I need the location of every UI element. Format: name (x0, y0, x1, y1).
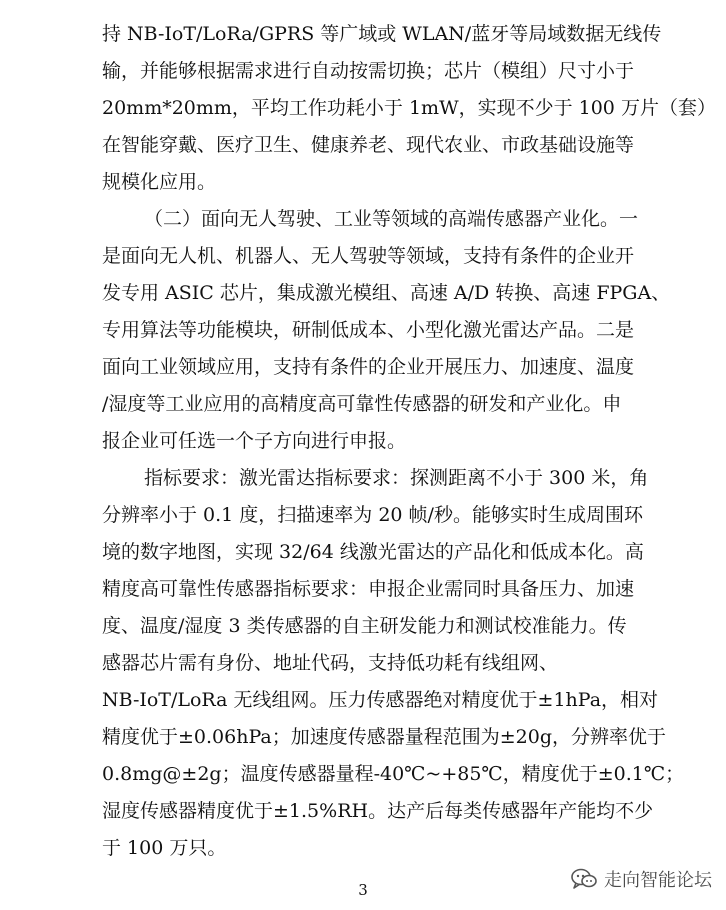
body-text-line: 于 100 万只。 (102, 837, 227, 859)
body-text-line: NB-IoT/LoRa 无线组网。压力传感器绝对精度优于±1hPa，相对 (102, 689, 659, 711)
body-text-line: 在智能穿戴、医疗卫生、健康养老、现代农业、市政基础设施等 (102, 134, 635, 156)
body-text-line: 度、温度/湿度 3 类传感器的自主研发能力和测试校准能力。传 (102, 615, 627, 637)
body-text-line: 持 NB-IoT/LoRa/GPRS 等广域或 WLAN/蓝牙等局域数据无线传 (102, 23, 662, 45)
body-text-line: 感器芯片需有身份、地址代码，支持低功耗有线组网、 (102, 652, 559, 674)
body-text-line: /湿度等工业应用的高精度高可靠性传感器的研发和产业化。申 (102, 393, 622, 415)
body-text-line: 20mm*20mm，平均工作功耗小于 1mW，实现不少于 100 万片（套） (102, 97, 716, 119)
page-number: 3 (358, 881, 368, 899)
indicator-heading-line: 指标要求：激光雷达指标要求：探测距离不小于 300 米，角 (144, 467, 649, 489)
body-text-line: 发专用 ASIC 芯片，集成激光模组、高速 A/D 转换、高速 FPGA、 (102, 282, 671, 304)
body-text-line: 分辨率小于 0.1 度，扫描速率为 20 帧/秒。能够实时生成周围环 (102, 504, 643, 526)
body-text-line: 是面向无人机、机器人、无人驾驶等领域，支持有条件的企业开 (102, 245, 635, 267)
body-text-line: 境的数字地图，实现 32/64 线激光雷达的产品化和低成本化。高 (102, 541, 644, 563)
body-text-line: 精度高可靠性传感器指标要求：申报企业需同时具备压力、加速 (102, 578, 635, 600)
wechat-chat-icon (570, 867, 598, 891)
body-text-line: 专用算法等功能模块，研制低成本、小型化激光雷达产品。二是 (102, 319, 635, 341)
watermark (570, 864, 712, 894)
body-text-line: 精度优于±0.06hPa；加速度传感器量程范围为±20g，分辨率优于 (102, 726, 666, 748)
section-heading-line: （二）面向无人驾驶、工业等领域的高端传感器产业化。一 (144, 208, 639, 230)
body-text-line: 报企业可任选一个子方向进行申报。 (102, 430, 407, 452)
body-text-line: 面向工业领域应用，支持有条件的企业开展压力、加速度、温度 (102, 356, 635, 378)
body-text-line: 规模化应用。 (102, 171, 217, 193)
body-text-line: 0.8mg@±2g；温度传感器量程-40℃~+85℃，精度优于±0.1℃； (102, 763, 685, 785)
body-text-line: 湿度传感器精度优于±1.5%RH。达产后每类传感器年产能均不少 (102, 800, 654, 822)
body-text-line: 输，并能够根据需求进行自动按需切换；芯片（模组）尺寸小于 (102, 60, 635, 82)
watermark-text: 走向智能论坛 (604, 870, 712, 891)
